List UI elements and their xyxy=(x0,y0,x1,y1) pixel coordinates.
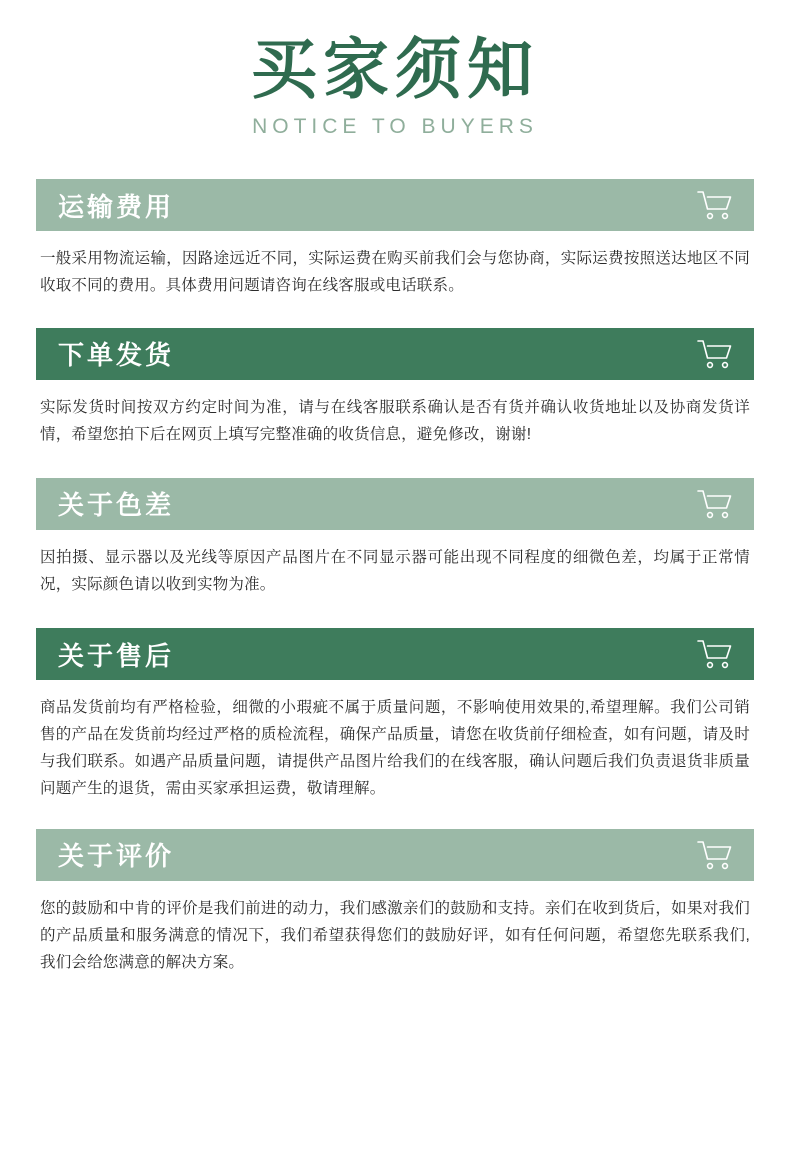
section-title: 运输费用 xyxy=(58,191,175,222)
section-header-bar xyxy=(36,829,754,881)
section-after-sales xyxy=(36,628,754,803)
shopping-cart-icon xyxy=(696,637,736,671)
shopping-cart-icon xyxy=(696,487,736,521)
section-body: 您的鼓励和中肯的评价是我们前进的动力，我们感激亲们的鼓励和支持。亲们在收到货后，如果对我们的产品质量和服务满意的情况下，我们希望获得您们的鼓励好评，如有任何问题，希望您先联系我们,我们会给您满意的解决方案。 xyxy=(40,899,750,971)
section-reviews xyxy=(36,829,754,976)
section-title: 关于色差 xyxy=(58,490,175,521)
section-header-bar xyxy=(36,628,754,680)
sections-list xyxy=(36,179,754,976)
section-title: 关于评价 xyxy=(58,841,175,872)
section-body: 实际发货时间按双方约定时间为准，请与在线客服联系确认是否有货并确认收货地址以及协商发货详情，希望您拍下后在网页上填写完整准确的收货信息，避免修改，谢谢! xyxy=(40,398,750,443)
section-order-shipping xyxy=(36,328,754,448)
section-header-bar xyxy=(36,179,754,231)
shopping-cart-icon xyxy=(696,188,736,222)
section-color-difference xyxy=(36,478,754,598)
section-body: 商品发货前均有严格检验，细微的小瑕疵不属于质量问题，不影响使用效果的,希望理解。我们公司销售的产品在发货前均经过严格的质检流程，确保产品质量，请您在收货前仔细检查，如有问题，请及时与我们联系。如遇产品质量问题，请提供产品图片给我们的在线客服，确认问题后我们负责退货非质量问题产生的退货，需由买家承担运费，敬请理解。 xyxy=(40,699,750,798)
page-header xyxy=(36,0,754,139)
page-title: 买家须知 xyxy=(251,30,539,108)
section-title: 下单发货 xyxy=(58,340,175,371)
section-title: 关于售后 xyxy=(58,640,175,671)
section-body: 因拍摄、显示器以及光线等原因产品图片在不同显示器可能出现不同程度的细微色差，均属于正常情况，实际颜色请以收到实物为准。 xyxy=(40,548,750,593)
shopping-cart-icon xyxy=(696,838,736,872)
shopping-cart-icon xyxy=(696,337,736,371)
section-header-bar xyxy=(36,478,754,530)
section-shipping-fee xyxy=(36,179,754,299)
section-header-bar xyxy=(36,328,754,380)
page-subtitle: NOTICE TO BUYERS xyxy=(252,115,538,139)
section-body: 一般采用物流运输，因路途远近不同，实际运费在购买前我们会与您协商，实际运费按照送达地区不同收取不同的费用。具体费用问题请咨询在线客服或电话联系。 xyxy=(40,250,750,295)
